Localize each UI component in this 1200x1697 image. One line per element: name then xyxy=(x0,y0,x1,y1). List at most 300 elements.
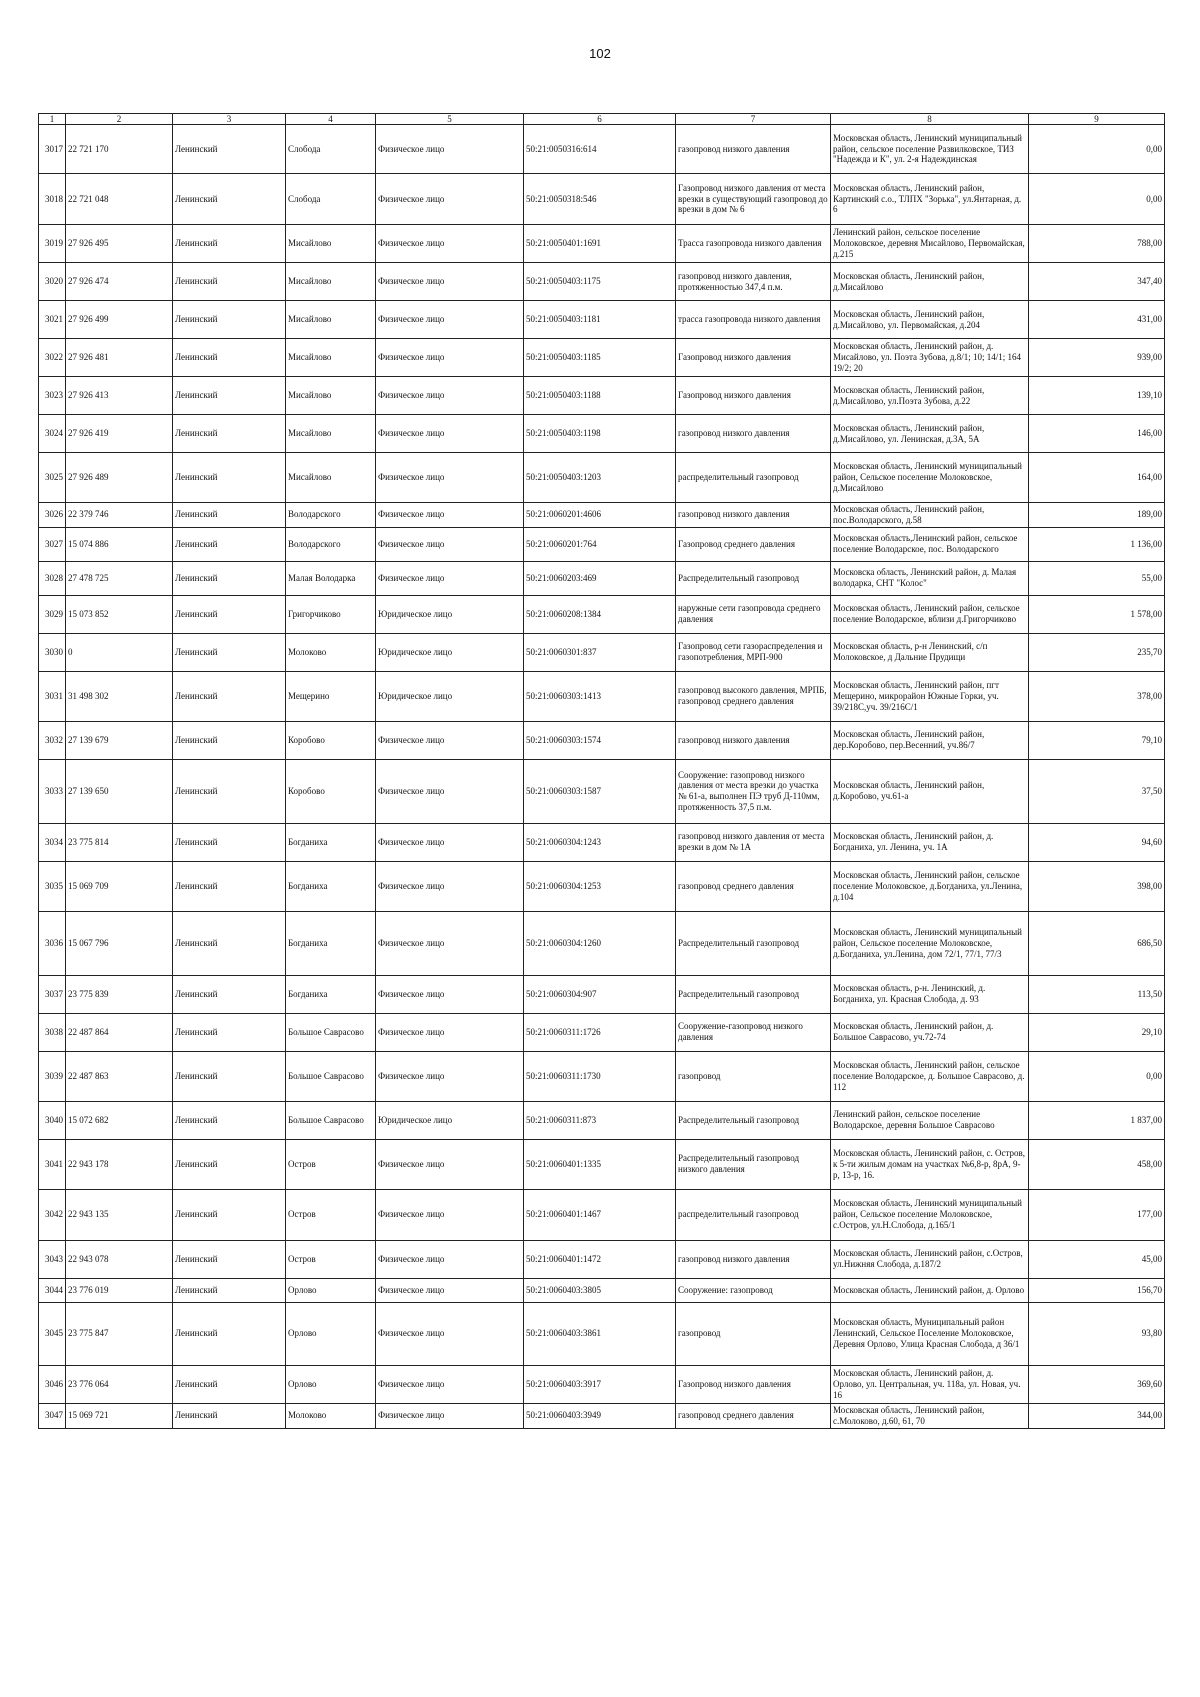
cell-record-number: 3026 xyxy=(39,503,66,528)
cell-length: 1 578,00 xyxy=(1029,595,1165,633)
cell-record-number: 3045 xyxy=(39,1302,66,1365)
cell-account-number: 23 776 019 xyxy=(66,1278,173,1302)
cell-object-name: Распределительный газопровод xyxy=(676,1101,831,1139)
cell-record-number: 3039 xyxy=(39,1051,66,1101)
cell-address: Московская область, Ленинский муниципальный район, Сельское поселение Молоковское, д.Богданиха, ул.Ленина, дом 72/1, 77/1, 77/3 xyxy=(831,911,1029,975)
cell-object-name: Сооружение: газопровод низкого давления от места врезки до участка № 61-а, выполнен ПЭ труб Д-110мм, протяженность 37,5 п.м. xyxy=(676,759,831,823)
cell-account-number: 23 776 064 xyxy=(66,1365,173,1403)
cell-record-number: 3043 xyxy=(39,1240,66,1278)
cell-address: Московская область, Ленинский район, пгт Мещерино, микрорайон Южные Горки, уч. 39/218С,уч. 39/216С/1 xyxy=(831,671,1029,721)
cell-account-number: 22 379 746 xyxy=(66,503,173,528)
cell-address: Московская область,Ленинский район, сельское поселение Володарское, пос. Володарского xyxy=(831,527,1029,561)
table-row xyxy=(39,1365,1165,1403)
cell-record-number: 3025 xyxy=(39,453,66,503)
cell-address: Московская область, Ленинский район, дер.Коробово, пер.Весенний, уч.86/7 xyxy=(831,721,1029,759)
cell-account-number: 31 498 302 xyxy=(66,671,173,721)
cell-record-number: 3044 xyxy=(39,1278,66,1302)
cell-owner-type: Физическое лицо xyxy=(376,861,524,911)
cell-account-number: 15 069 709 xyxy=(66,861,173,911)
cell-length: 55,00 xyxy=(1029,561,1165,595)
cell-length: 398,00 xyxy=(1029,861,1165,911)
column-header-7: 7 xyxy=(676,114,831,125)
cell-district: Ленинский xyxy=(173,633,286,671)
cell-cadastral-number: 50:21:0060403:3949 xyxy=(524,1403,676,1428)
cell-district: Ленинский xyxy=(173,301,286,339)
cell-settlement: Григорчиково xyxy=(286,595,376,633)
cell-address: Московская область, Ленинский район, сельское поселение Молоковское, д.Богданиха, ул.Ленина, д.104 xyxy=(831,861,1029,911)
cell-district: Ленинский xyxy=(173,823,286,861)
cell-length: 431,00 xyxy=(1029,301,1165,339)
cell-cadastral-number: 50:21:0060311:1730 xyxy=(524,1051,676,1101)
cell-cadastral-number: 50:21:0050403:1188 xyxy=(524,377,676,415)
cell-record-number: 3040 xyxy=(39,1101,66,1139)
table-row xyxy=(39,301,1165,339)
cell-owner-type: Физическое лицо xyxy=(376,453,524,503)
cell-address: Московская область, Ленинский район, д.Коробово, уч.61-а xyxy=(831,759,1029,823)
cell-address: Ленинский район, сельское поселение Молоковское, деревня Мисайлово, Первомайская, д.215 xyxy=(831,225,1029,263)
cell-record-number: 3022 xyxy=(39,339,66,377)
cell-settlement: Большое Саврасово xyxy=(286,1013,376,1051)
register-table xyxy=(38,113,1165,1429)
cell-object-name: Сооружение: газопровод xyxy=(676,1278,831,1302)
cell-object-name: Трасса газопровода низкого давления xyxy=(676,225,831,263)
cell-record-number: 3032 xyxy=(39,721,66,759)
table-row xyxy=(39,1278,1165,1302)
cell-length: 0,00 xyxy=(1029,125,1165,174)
cell-object-name: газопровод xyxy=(676,1302,831,1365)
cell-district: Ленинский xyxy=(173,595,286,633)
cell-length: 93,80 xyxy=(1029,1302,1165,1365)
cell-district: Ленинский xyxy=(173,721,286,759)
cell-length: 788,00 xyxy=(1029,225,1165,263)
table-row xyxy=(39,377,1165,415)
cell-object-name: газопровод низкого давления, протяженностью 347,4 п.м. xyxy=(676,263,831,301)
cell-district: Ленинский xyxy=(173,527,286,561)
cell-cadastral-number: 50:21:0060403:3805 xyxy=(524,1278,676,1302)
cell-object-name: Сооружение-газопровод низкого давления xyxy=(676,1013,831,1051)
cell-address: Московская область, Ленинский район, с. Остров, к 5-ти жилым домам на участках №6,8-р, 8рА, 9-р, 13-р, 16. xyxy=(831,1139,1029,1189)
cell-record-number: 3027 xyxy=(39,527,66,561)
cell-address: Московская область, Ленинский район, д. Богданиха, ул. Ленина, уч. 1А xyxy=(831,823,1029,861)
cell-length: 939,00 xyxy=(1029,339,1165,377)
cell-district: Ленинский xyxy=(173,1278,286,1302)
table-row xyxy=(39,1013,1165,1051)
cell-owner-type: Юридическое лицо xyxy=(376,671,524,721)
cell-length: 37,50 xyxy=(1029,759,1165,823)
cell-object-name: Газопровод среднего давления xyxy=(676,527,831,561)
cell-owner-type: Физическое лицо xyxy=(376,1013,524,1051)
cell-object-name: Газопровод низкого давления xyxy=(676,377,831,415)
cell-cadastral-number: 50:21:0060201:764 xyxy=(524,527,676,561)
cell-address: Московская область, р-н. Ленинский, д. Богданиха, ул. Красная Слобода, д. 93 xyxy=(831,975,1029,1013)
cell-address: Московская область, Ленинский муниципальный район, Сельское поселение Молоковское, с.Остров, ул.Н.Слобода, д.165/1 xyxy=(831,1189,1029,1240)
table-row xyxy=(39,1302,1165,1365)
cell-record-number: 3021 xyxy=(39,301,66,339)
cell-address: Ленинский район, сельское поселение Володарское, деревня Большое Саврасово xyxy=(831,1101,1029,1139)
cell-account-number: 15 067 796 xyxy=(66,911,173,975)
table-row xyxy=(39,595,1165,633)
column-header-3: 3 xyxy=(173,114,286,125)
cell-address: Московская область, Ленинский район, д. Орлово xyxy=(831,1278,1029,1302)
cell-address: Московская область, Муниципальный район Ленинский, Сельское Поселение Молоковское, Деревня Орлово, Улица Красная Слобода, д 36/1 xyxy=(831,1302,1029,1365)
table-row xyxy=(39,721,1165,759)
column-header-9: 9 xyxy=(1029,114,1165,125)
cell-account-number: 22 943 135 xyxy=(66,1189,173,1240)
cell-owner-type: Физическое лицо xyxy=(376,1302,524,1365)
cell-object-name: газопровод низкого давления xyxy=(676,503,831,528)
table-row xyxy=(39,861,1165,911)
cell-length: 369,60 xyxy=(1029,1365,1165,1403)
cell-cadastral-number: 50:21:0060304:1253 xyxy=(524,861,676,911)
table-row xyxy=(39,1101,1165,1139)
cell-length: 378,00 xyxy=(1029,671,1165,721)
cell-settlement: Мисайлово xyxy=(286,453,376,503)
cell-address: Московская область, Ленинский район, д.Мисайлово xyxy=(831,263,1029,301)
cell-settlement: Малая Володарка xyxy=(286,561,376,595)
cell-settlement: Богданиха xyxy=(286,975,376,1013)
cell-owner-type: Физическое лицо xyxy=(376,1403,524,1428)
cell-account-number: 27 926 489 xyxy=(66,453,173,503)
cell-record-number: 3029 xyxy=(39,595,66,633)
cell-object-name: Распределительный газопровод xyxy=(676,911,831,975)
cell-account-number: 22 943 178 xyxy=(66,1139,173,1189)
cell-account-number: 27 139 679 xyxy=(66,721,173,759)
cell-object-name: распределительный газопровод xyxy=(676,453,831,503)
cell-account-number: 15 069 721 xyxy=(66,1403,173,1428)
cell-account-number: 27 478 725 xyxy=(66,561,173,595)
cell-length: 113,50 xyxy=(1029,975,1165,1013)
cell-account-number: 22 487 864 xyxy=(66,1013,173,1051)
cell-address: Московская область, Ленинский район, с.Остров, ул.Нижняя Слобода, д.187/2 xyxy=(831,1240,1029,1278)
cell-settlement: Мещерино xyxy=(286,671,376,721)
cell-account-number: 23 775 847 xyxy=(66,1302,173,1365)
cell-district: Ленинский xyxy=(173,671,286,721)
cell-record-number: 3020 xyxy=(39,263,66,301)
cell-settlement: Слобода xyxy=(286,125,376,174)
cell-owner-type: Физическое лицо xyxy=(376,377,524,415)
cell-settlement: Володарского xyxy=(286,503,376,528)
cell-owner-type: Физическое лицо xyxy=(376,561,524,595)
cell-settlement: Слобода xyxy=(286,174,376,225)
cell-length: 177,00 xyxy=(1029,1189,1165,1240)
cell-account-number: 22 721 170 xyxy=(66,125,173,174)
cell-object-name: распределительный газопровод xyxy=(676,1189,831,1240)
cell-object-name: газопровод среднего давления xyxy=(676,861,831,911)
cell-account-number: 22 487 863 xyxy=(66,1051,173,1101)
cell-cadastral-number: 50:21:0060304:907 xyxy=(524,975,676,1013)
cell-settlement: Молоково xyxy=(286,633,376,671)
cell-cadastral-number: 50:21:0060401:1467 xyxy=(524,1189,676,1240)
cell-length: 686,50 xyxy=(1029,911,1165,975)
cell-district: Ленинский xyxy=(173,415,286,453)
cell-length: 156,70 xyxy=(1029,1278,1165,1302)
cell-cadastral-number: 50:21:0050316:614 xyxy=(524,125,676,174)
cell-address: Московская область, Ленинский район, д. Большое Саврасово, уч.72-74 xyxy=(831,1013,1029,1051)
cell-account-number: 27 139 650 xyxy=(66,759,173,823)
cell-object-name: Газопровод низкого давления xyxy=(676,1365,831,1403)
cell-address: Московская область, Ленинский район, Картинский с.о., ТЛПХ "Зорька", ул.Янтарная, д. 6 xyxy=(831,174,1029,225)
cell-district: Ленинский xyxy=(173,561,286,595)
cell-record-number: 3036 xyxy=(39,911,66,975)
table-row xyxy=(39,339,1165,377)
cell-district: Ленинский xyxy=(173,975,286,1013)
cell-object-name: Распределительный газопровод xyxy=(676,561,831,595)
cell-address: Московская область, Ленинский район, д.Мисайлово, ул. Первомайская, д.204 xyxy=(831,301,1029,339)
cell-settlement: Большое Саврасово xyxy=(286,1101,376,1139)
cell-address: Московская область, Ленинский район, сельское поселение Володарское, д. Большое Саврасово, д. 112 xyxy=(831,1051,1029,1101)
cell-district: Ленинский xyxy=(173,1302,286,1365)
column-header-4: 4 xyxy=(286,114,376,125)
cell-account-number: 23 775 814 xyxy=(66,823,173,861)
cell-cadastral-number: 50:21:0050403:1185 xyxy=(524,339,676,377)
cell-settlement: Богданиха xyxy=(286,823,376,861)
cell-account-number: 15 074 886 xyxy=(66,527,173,561)
column-header-1: 1 xyxy=(39,114,66,125)
cell-record-number: 3047 xyxy=(39,1403,66,1428)
cell-owner-type: Юридическое лицо xyxy=(376,1101,524,1139)
cell-settlement: Мисайлово xyxy=(286,301,376,339)
cell-settlement: Мисайлово xyxy=(286,263,376,301)
cell-cadastral-number: 50:21:0050403:1175 xyxy=(524,263,676,301)
table-row xyxy=(39,759,1165,823)
cell-length: 0,00 xyxy=(1029,174,1165,225)
cell-district: Ленинский xyxy=(173,1240,286,1278)
cell-cadastral-number: 50:21:0060208:1384 xyxy=(524,595,676,633)
table-row xyxy=(39,527,1165,561)
cell-settlement: Мисайлово xyxy=(286,225,376,263)
cell-settlement: Остров xyxy=(286,1240,376,1278)
cell-length: 164,00 xyxy=(1029,453,1165,503)
cell-address: Московская область, Ленинский район, сельское поселение Володарское, вблизи д.Григорчиково xyxy=(831,595,1029,633)
cell-address: Московская область, Ленинский муниципальный район, сельское поселение Развилковское, ТИЗ "Надежда и К", ул. 2-я Надеждинская xyxy=(831,125,1029,174)
cell-owner-type: Физическое лицо xyxy=(376,1051,524,1101)
cell-object-name: газопровод низкого давления xyxy=(676,125,831,174)
cell-owner-type: Физическое лицо xyxy=(376,911,524,975)
cell-address: Московская область, Ленинский район, д. Мисайлово, ул. Поэта Зубова, д.8/1; 10; 14/1; 164 19/2; 20 xyxy=(831,339,1029,377)
cell-cadastral-number: 50:21:0060401:1335 xyxy=(524,1139,676,1189)
cell-cadastral-number: 50:21:0060303:1574 xyxy=(524,721,676,759)
cell-account-number: 0 xyxy=(66,633,173,671)
cell-settlement: Богданиха xyxy=(286,911,376,975)
cell-owner-type: Физическое лицо xyxy=(376,263,524,301)
cell-record-number: 3046 xyxy=(39,1365,66,1403)
cell-cadastral-number: 50:21:0060311:873 xyxy=(524,1101,676,1139)
cell-district: Ленинский xyxy=(173,1403,286,1428)
cell-owner-type: Физическое лицо xyxy=(376,1278,524,1302)
cell-district: Ленинский xyxy=(173,174,286,225)
cell-object-name: наружные сети газопровода среднего давления xyxy=(676,595,831,633)
cell-cadastral-number: 50:21:0050403:1181 xyxy=(524,301,676,339)
cell-record-number: 3041 xyxy=(39,1139,66,1189)
table-row xyxy=(39,263,1165,301)
cell-record-number: 3019 xyxy=(39,225,66,263)
cell-account-number: 27 926 499 xyxy=(66,301,173,339)
cell-owner-type: Физическое лицо xyxy=(376,759,524,823)
cell-settlement: Молоково xyxy=(286,1403,376,1428)
cell-cadastral-number: 50:21:0060403:3861 xyxy=(524,1302,676,1365)
cell-object-name: газопровод среднего давления xyxy=(676,1403,831,1428)
cell-record-number: 3042 xyxy=(39,1189,66,1240)
cell-length: 79,10 xyxy=(1029,721,1165,759)
cell-record-number: 3024 xyxy=(39,415,66,453)
cell-object-name: Газопровод сети газораспределения и газопотребления, МРП-900 xyxy=(676,633,831,671)
cell-cadastral-number: 50:21:0050401:1691 xyxy=(524,225,676,263)
cell-object-name: Распределительный газопровод низкого давления xyxy=(676,1139,831,1189)
cell-object-name: газопровод низкого давления от места врезки в дом № 1А xyxy=(676,823,831,861)
cell-address: Московская область, Ленинский муниципальный район, Сельское поселение Молоковское, д.Мисайлово xyxy=(831,453,1029,503)
cell-district: Ленинский xyxy=(173,225,286,263)
cell-district: Ленинский xyxy=(173,377,286,415)
cell-cadastral-number: 50:21:0050403:1198 xyxy=(524,415,676,453)
cell-address: Московская область, Ленинский район, д.Мисайлово, ул. Ленинская, д.3А, 5А xyxy=(831,415,1029,453)
table-row xyxy=(39,453,1165,503)
column-header-5: 5 xyxy=(376,114,524,125)
cell-owner-type: Физическое лицо xyxy=(376,1240,524,1278)
cell-account-number: 15 072 682 xyxy=(66,1101,173,1139)
cell-cadastral-number: 50:21:0060401:1472 xyxy=(524,1240,676,1278)
cell-owner-type: Юридическое лицо xyxy=(376,633,524,671)
cell-record-number: 3034 xyxy=(39,823,66,861)
cell-district: Ленинский xyxy=(173,1139,286,1189)
cell-cadastral-number: 50:21:0050403:1203 xyxy=(524,453,676,503)
cell-account-number: 22 721 048 xyxy=(66,174,173,225)
cell-record-number: 3033 xyxy=(39,759,66,823)
cell-account-number: 27 926 474 xyxy=(66,263,173,301)
table-row xyxy=(39,1051,1165,1101)
cell-district: Ленинский xyxy=(173,1051,286,1101)
cell-district: Ленинский xyxy=(173,453,286,503)
cell-district: Ленинский xyxy=(173,263,286,301)
cell-owner-type: Физическое лицо xyxy=(376,125,524,174)
cell-account-number: 22 943 078 xyxy=(66,1240,173,1278)
cell-owner-type: Физическое лицо xyxy=(376,1189,524,1240)
column-header-6: 6 xyxy=(524,114,676,125)
cell-settlement: Остров xyxy=(286,1189,376,1240)
table-row xyxy=(39,671,1165,721)
cell-cadastral-number: 50:21:0050318:546 xyxy=(524,174,676,225)
cell-object-name: газопровод xyxy=(676,1051,831,1101)
cell-cadastral-number: 50:21:0060303:1413 xyxy=(524,671,676,721)
cell-owner-type: Физическое лицо xyxy=(376,339,524,377)
cell-record-number: 3023 xyxy=(39,377,66,415)
cell-length: 1 837,00 xyxy=(1029,1101,1165,1139)
cell-owner-type: Физическое лицо xyxy=(376,1139,524,1189)
table-row xyxy=(39,1403,1165,1428)
cell-cadastral-number: 50:21:0060304:1243 xyxy=(524,823,676,861)
cell-address: Московская область, Ленинский район, д.Мисайлово, ул.Поэта Зубова, д.22 xyxy=(831,377,1029,415)
cell-account-number: 27 926 495 xyxy=(66,225,173,263)
cell-record-number: 3035 xyxy=(39,861,66,911)
cell-owner-type: Физическое лицо xyxy=(376,415,524,453)
table-row xyxy=(39,174,1165,225)
cell-owner-type: Физическое лицо xyxy=(376,301,524,339)
table-row xyxy=(39,823,1165,861)
cell-account-number: 27 926 481 xyxy=(66,339,173,377)
cell-record-number: 3038 xyxy=(39,1013,66,1051)
column-header-8: 8 xyxy=(831,114,1029,125)
table-row xyxy=(39,125,1165,174)
cell-settlement: Богданиха xyxy=(286,861,376,911)
cell-district: Ленинский xyxy=(173,911,286,975)
cell-cadastral-number: 50:21:0060303:1587 xyxy=(524,759,676,823)
cell-address: Московская область, р-н Ленинский, с/п Молоковское, д Дальние Прудищи xyxy=(831,633,1029,671)
cell-length: 1 136,00 xyxy=(1029,527,1165,561)
cell-object-name: Газопровод низкого давления xyxy=(676,339,831,377)
cell-cadastral-number: 50:21:0060203:469 xyxy=(524,561,676,595)
register-body xyxy=(39,125,1165,1429)
table-row xyxy=(39,911,1165,975)
cell-cadastral-number: 50:21:0060201:4606 xyxy=(524,503,676,528)
column-header-2: 2 xyxy=(66,114,173,125)
cell-settlement: Мисайлово xyxy=(286,415,376,453)
cell-cadastral-number: 50:21:0060311:1726 xyxy=(524,1013,676,1051)
cell-record-number: 3030 xyxy=(39,633,66,671)
table-row xyxy=(39,561,1165,595)
cell-address: Московская область, Ленинский район, пос.Володарского, д.58 xyxy=(831,503,1029,528)
cell-district: Ленинский xyxy=(173,1013,286,1051)
cell-cadastral-number: 50:21:0060301:837 xyxy=(524,633,676,671)
cell-account-number: 15 073 852 xyxy=(66,595,173,633)
cell-record-number: 3031 xyxy=(39,671,66,721)
cell-object-name: газопровод низкого давления xyxy=(676,415,831,453)
table-row xyxy=(39,1240,1165,1278)
cell-district: Ленинский xyxy=(173,759,286,823)
cell-cadastral-number: 50:21:0060304:1260 xyxy=(524,911,676,975)
table-row xyxy=(39,975,1165,1013)
column-header-row xyxy=(39,114,1165,125)
cell-address: Московская область, Ленинский район, с.Молоково, д.60, 61, 70 xyxy=(831,1403,1029,1428)
cell-owner-type: Физическое лицо xyxy=(376,225,524,263)
cell-owner-type: Физическое лицо xyxy=(376,721,524,759)
cell-address: Московска область, Ленинский район, д. Малая володарка, СНТ "Колос" xyxy=(831,561,1029,595)
cell-owner-type: Физическое лицо xyxy=(376,503,524,528)
cell-account-number: 27 926 413 xyxy=(66,377,173,415)
cell-object-name: Газопровод низкого давления от места врезки в существующий газопровод до врезки в дом № 6 xyxy=(676,174,831,225)
table-row xyxy=(39,633,1165,671)
cell-settlement: Остров xyxy=(286,1139,376,1189)
cell-owner-type: Физическое лицо xyxy=(376,975,524,1013)
cell-account-number: 23 775 839 xyxy=(66,975,173,1013)
cell-owner-type: Физическое лицо xyxy=(376,823,524,861)
cell-length: 458,00 xyxy=(1029,1139,1165,1189)
cell-district: Ленинский xyxy=(173,861,286,911)
cell-settlement: Большое Саврасово xyxy=(286,1051,376,1101)
cell-address: Московская область, Ленинский район, д. Орлово, ул. Центральная, уч. 118а, ул. Новая, уч. 16 xyxy=(831,1365,1029,1403)
cell-district: Ленинский xyxy=(173,1101,286,1139)
cell-settlement: Орлово xyxy=(286,1302,376,1365)
table-row xyxy=(39,1189,1165,1240)
cell-length: 347,40 xyxy=(1029,263,1165,301)
table-row xyxy=(39,503,1165,528)
cell-settlement: Орлово xyxy=(286,1278,376,1302)
cell-owner-type: Физическое лицо xyxy=(376,1365,524,1403)
cell-record-number: 3037 xyxy=(39,975,66,1013)
cell-object-name: газопровод низкого давления xyxy=(676,1240,831,1278)
cell-cadastral-number: 50:21:0060403:3917 xyxy=(524,1365,676,1403)
cell-length: 344,00 xyxy=(1029,1403,1165,1428)
cell-district: Ленинский xyxy=(173,1365,286,1403)
cell-length: 0,00 xyxy=(1029,1051,1165,1101)
cell-settlement: Коробово xyxy=(286,721,376,759)
cell-length: 189,00 xyxy=(1029,503,1165,528)
cell-settlement: Коробово xyxy=(286,759,376,823)
cell-record-number: 3028 xyxy=(39,561,66,595)
cell-length: 235,70 xyxy=(1029,633,1165,671)
cell-account-number: 27 926 419 xyxy=(66,415,173,453)
cell-district: Ленинский xyxy=(173,125,286,174)
cell-record-number: 3018 xyxy=(39,174,66,225)
table-row xyxy=(39,415,1165,453)
